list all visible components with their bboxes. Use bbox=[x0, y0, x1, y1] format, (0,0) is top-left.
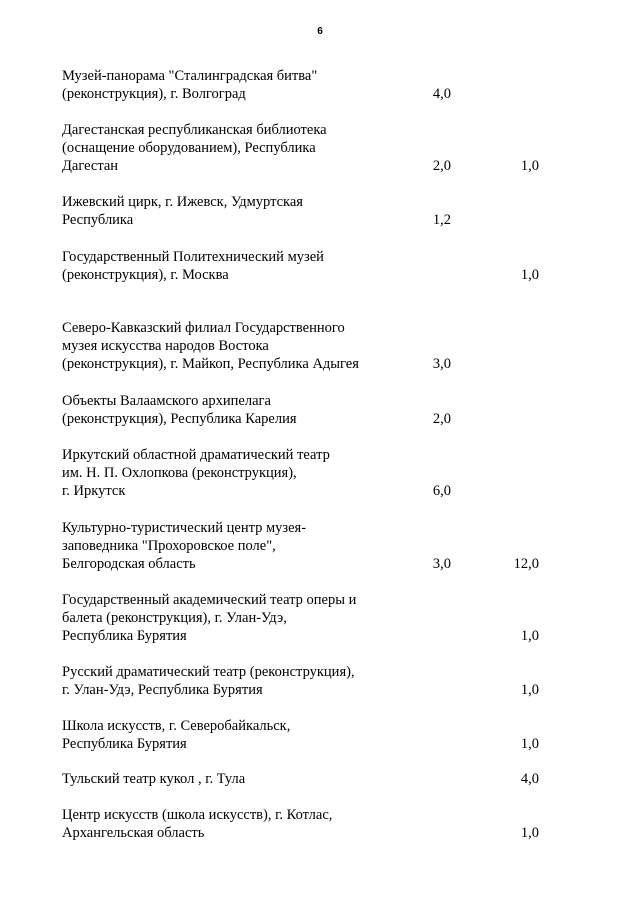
value-col2: 1,0 bbox=[520, 682, 539, 698]
value-col2: 1,0 bbox=[520, 736, 539, 752]
entry-line: (реконструкция), г. Волгоград bbox=[62, 86, 246, 102]
list-item bbox=[0, 591, 640, 651]
value-col2: 4,0 bbox=[520, 771, 539, 787]
value-col1: 6,0 bbox=[432, 483, 451, 499]
entry-text bbox=[62, 770, 402, 788]
value-col1: 2,0 bbox=[432, 411, 451, 427]
entry-text bbox=[62, 319, 402, 373]
entry-text bbox=[62, 446, 402, 500]
entry-line: (реконструкция), г. Москва bbox=[62, 267, 229, 283]
entry-line: Дагестанская республиканская библиотека bbox=[62, 122, 327, 138]
entry-text bbox=[62, 591, 402, 645]
page-number: 6 bbox=[317, 26, 323, 37]
entry-line: (реконструкция), г. Майкоп, Республика Адыгея bbox=[62, 356, 359, 372]
entry-line: Центр искусств (школа искусств), г. Котлас, bbox=[62, 807, 333, 823]
list-item bbox=[0, 193, 640, 253]
list-item bbox=[0, 717, 640, 777]
entry-line: им. Н. П. Охлопкова (реконструкция), bbox=[62, 465, 297, 481]
value-col2: 1,0 bbox=[520, 267, 539, 283]
entry-text bbox=[62, 519, 402, 573]
value-col1: 1,2 bbox=[432, 212, 451, 228]
entry-text bbox=[62, 121, 402, 175]
entry-line: музея искусства народов Востока bbox=[62, 338, 269, 354]
entry-text bbox=[62, 717, 402, 753]
value-col2: 1,0 bbox=[520, 628, 539, 644]
entry-text bbox=[62, 248, 402, 284]
entry-line: (оснащение оборудованием), Республика bbox=[62, 140, 316, 156]
value-col1: 3,0 bbox=[432, 356, 451, 372]
value-col2: 12,0 bbox=[513, 556, 539, 572]
entry-line: Русский драматический театр (реконструкция), bbox=[62, 664, 355, 680]
entry-line: Северо-Кавказский филиал Государственного bbox=[62, 320, 345, 336]
value-col2: 1,0 bbox=[520, 825, 539, 841]
entry-line: г. Иркутск bbox=[62, 483, 126, 499]
entry-text bbox=[62, 806, 402, 842]
list-item bbox=[0, 319, 640, 379]
entry-line: (реконструкция), Республика Карелия bbox=[62, 411, 297, 427]
list-item bbox=[0, 446, 640, 506]
entry-line: Государственный Политехнический музей bbox=[62, 249, 324, 265]
entry-line: Ижевский цирк, г. Ижевск, Удмуртская bbox=[62, 194, 303, 210]
entry-line: Республика bbox=[62, 212, 134, 228]
entry-line: Музей-панорама "Сталинградская битва" bbox=[62, 68, 318, 84]
entry-line: Иркутский областной драматический театр bbox=[62, 447, 330, 463]
entry-line: Дагестан bbox=[62, 158, 119, 174]
list-item bbox=[0, 806, 640, 866]
entry-line: Тульский театр кукол , г. Тула bbox=[62, 771, 246, 787]
entry-line: балета (реконструкция), г. Улан-Удэ, bbox=[62, 610, 287, 626]
list-item bbox=[0, 519, 640, 579]
value-col2: 1,0 bbox=[520, 158, 539, 174]
value-col1: 2,0 bbox=[432, 158, 451, 174]
entry-text bbox=[62, 663, 402, 699]
entry-line: г. Улан-Удэ, Республика Бурятия bbox=[62, 682, 263, 698]
entry-line: Государственный академический театр оперы и bbox=[62, 592, 357, 608]
entry-line: Белгородская область bbox=[62, 556, 196, 572]
entry-line: Республика Бурятия bbox=[62, 736, 187, 752]
entry-line: Культурно-туристический центр музея- bbox=[62, 520, 307, 536]
list-item bbox=[0, 67, 640, 127]
list-item bbox=[0, 121, 640, 181]
entry-text bbox=[62, 67, 402, 103]
value-col1: 3,0 bbox=[432, 556, 451, 572]
list-item bbox=[0, 248, 640, 308]
list-item bbox=[0, 392, 640, 452]
value-col1: 4,0 bbox=[432, 86, 451, 102]
entry-line: Архангельская область bbox=[62, 825, 205, 841]
list-item bbox=[0, 663, 640, 723]
entry-line: Школа искусств, г. Северобайкальск, bbox=[62, 718, 291, 734]
entry-line: заповедника "Прохоровское поле", bbox=[62, 538, 276, 554]
entry-text bbox=[62, 193, 402, 229]
entry-line: Республика Бурятия bbox=[62, 628, 187, 644]
entry-line: Объекты Валаамского архипелага bbox=[62, 393, 271, 409]
entry-text bbox=[62, 392, 402, 428]
